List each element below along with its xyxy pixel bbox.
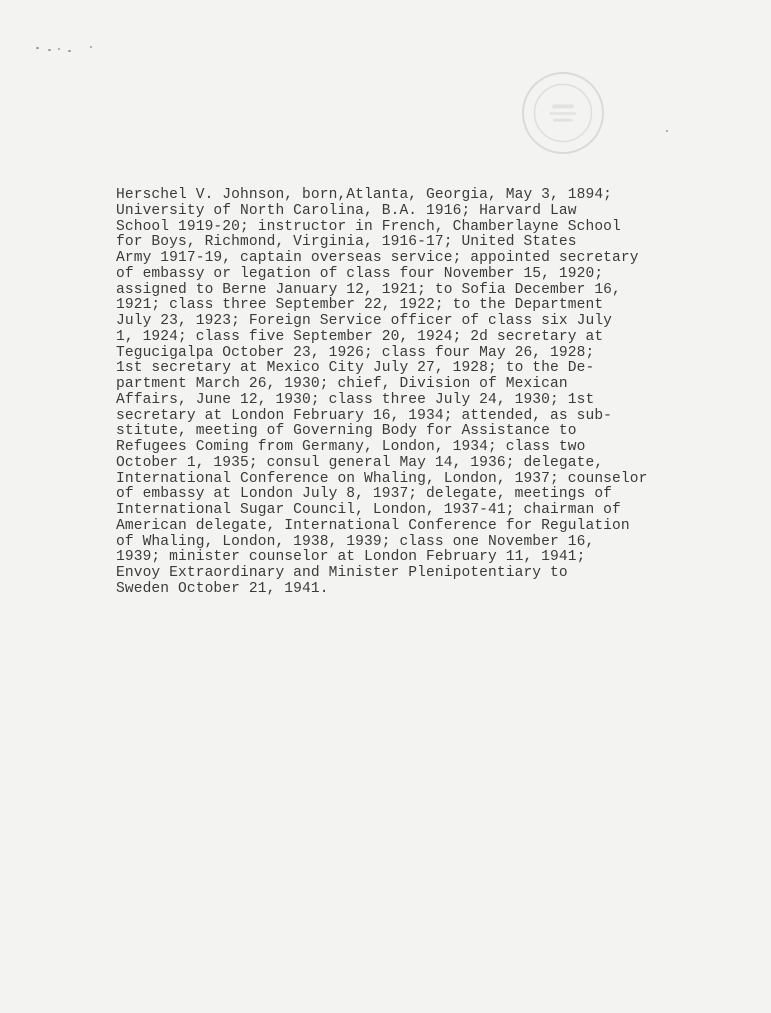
- text-line: partment March 26, 1930; chief, Division of Mexican: [116, 376, 568, 392]
- text-line: University of North Carolina, B.A. 1916; Harvard Law: [116, 202, 577, 219]
- text-line: Army 1917-19, captain overseas service; appointed secretary: [116, 250, 639, 266]
- text-line: 1, 1924; class five September 20, 1924; 2d secretary at: [116, 328, 604, 345]
- paper-speck: [90, 46, 92, 48]
- text-line: of embassy at London July 8, 1937; delegate, meetings of: [116, 486, 613, 503]
- paper-speck: [58, 48, 60, 50]
- text-line: 1939; minister counselor at London February 11, 1941;: [116, 549, 586, 566]
- paper-speck: [36, 47, 39, 49]
- text-line: Envoy Extraordinary and Minister Plenipotentiary to: [116, 565, 568, 581]
- text-line: Tegucigalpa October 23, 1926; class four May 26, 1928;: [116, 344, 595, 361]
- text-line: of Whaling, London, 1938, 1939; class one November 16,: [116, 533, 595, 550]
- text-line: secretary at London February 16, 1934; attended, as sub-: [116, 407, 613, 424]
- text-line: assigned to Berne January 12, 1921; to Sofia December 16,: [116, 281, 621, 298]
- text-line: 1st secretary at Mexico City July 27, 1928; to the De-: [116, 360, 595, 377]
- text-line: Sweden October 21, 1941.: [116, 580, 329, 597]
- text-line: Affairs, June 12, 1930; class three July 24, 1930; 1st: [116, 391, 595, 408]
- text-line: Herschel V. Johnson, born,Atlanta, Georgia, May 3, 1894;: [116, 187, 613, 203]
- text-line: Refugees Coming from Germany, London, 1934; class two: [116, 439, 586, 455]
- text-line: stitute, meeting of Governing Body for Assistance to: [116, 423, 577, 440]
- text-line: School 1919-20; instructor in French, Chamberlayne School: [116, 218, 621, 235]
- text-line: for Boys, Richmond, Virginia, 1916-17; United States: [116, 234, 577, 251]
- text-line: July 23, 1923; Foreign Service officer of class six July: [116, 313, 613, 329]
- paper-speck: [48, 49, 51, 51]
- text-line: American delegate, International Conference for Regulation: [116, 517, 630, 534]
- text-line: International Conference on Whaling, London, 1937; counselor: [116, 470, 648, 487]
- text-line: of embassy or legation of class four November 15, 1920;: [116, 265, 604, 282]
- stamp-ring-icon: [524, 74, 602, 152]
- text-line: International Sugar Council, London, 1937-41; chairman of: [116, 502, 621, 518]
- paper-speck: [666, 130, 668, 132]
- library-stamp: [522, 72, 604, 154]
- text-line: 1921; class three September 22, 1922; to the Department: [116, 297, 604, 314]
- biography-text: [116, 188, 756, 598]
- paper-speck: [68, 50, 71, 52]
- text-line: October 1, 1935; consul general May 14, 1936; delegate,: [116, 454, 604, 471]
